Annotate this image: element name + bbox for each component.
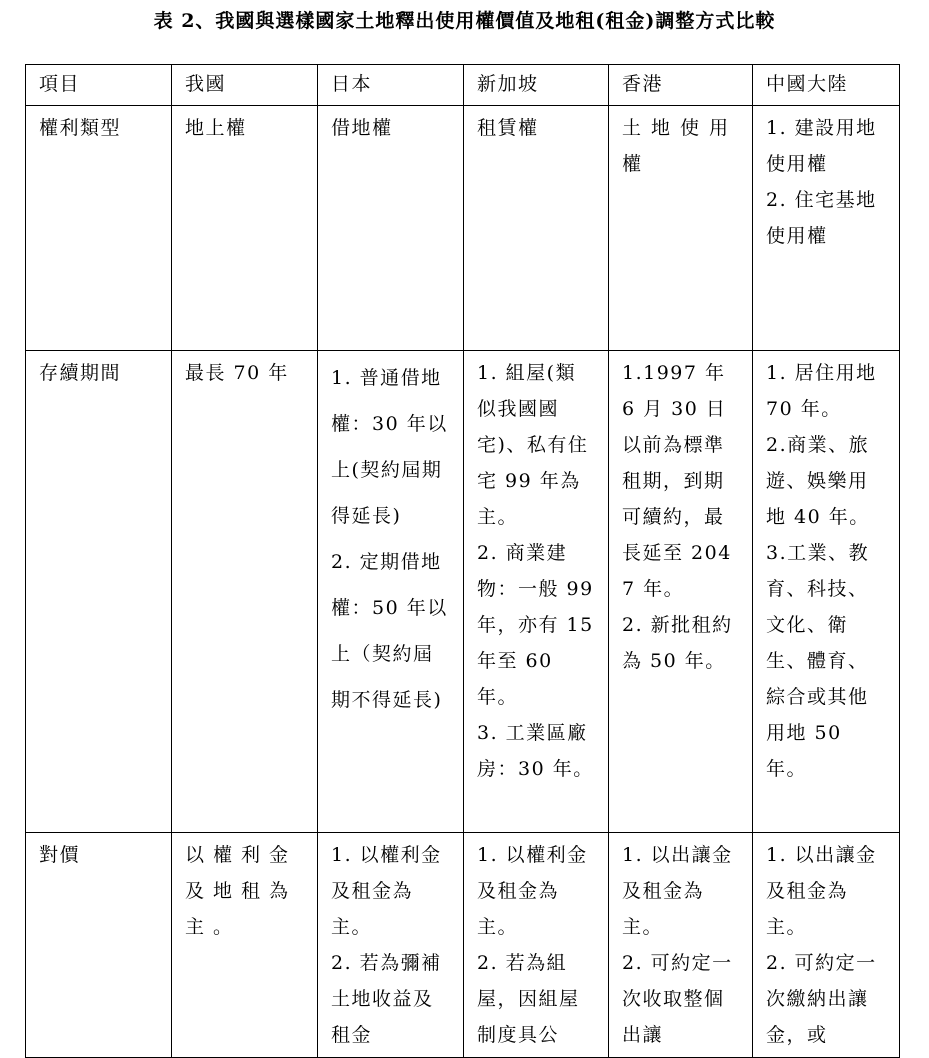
table-cell xyxy=(753,106,900,351)
table-cell xyxy=(609,106,753,351)
cell-text: 1.1997 年 6 月 30 日以前為標準租期，到期可續約，最長延至 2047 年。 xyxy=(622,362,732,600)
cell-text: 1. 普通借地權：30 年以上(契約屆期得延長) xyxy=(331,367,448,527)
cell-text: 2. 若為組屋，因組屋制度具公 xyxy=(477,952,580,1046)
header-taiwan: 我國 xyxy=(172,65,318,106)
cell-text: 1. 以權利金及租金為主。 xyxy=(477,844,588,938)
table-cell xyxy=(172,106,318,351)
cell-text: 以權利金及地租為主。 xyxy=(185,844,298,938)
table-cell xyxy=(318,351,464,833)
table-row-right-type xyxy=(26,106,900,351)
cell-text: 土地使用權 xyxy=(622,117,739,175)
cell-text: 借地權 xyxy=(331,117,393,139)
table-cell xyxy=(464,351,609,833)
cell-text: 3.工業、教育、科技、文化、衛生、體育、綜合或其他用地 50 年。 xyxy=(766,542,870,780)
table-cell xyxy=(609,351,753,833)
header-item: 項目 xyxy=(26,65,172,106)
cell-text: 租賃權 xyxy=(477,117,539,139)
table-cell xyxy=(172,351,318,833)
table-cell xyxy=(753,351,900,833)
cell-text: 3. 工業區廠房：30 年。 xyxy=(477,722,594,780)
table-cell xyxy=(318,106,464,351)
header-hong-kong: 香港 xyxy=(609,65,753,106)
cell-text: 2. 定期借地權：50 年以上（契約屆期不得延長) xyxy=(331,551,448,711)
cell-text: 1. 以出讓金及租金為主。 xyxy=(766,844,877,938)
table-header-row xyxy=(26,65,900,106)
header-japan: 日本 xyxy=(318,65,464,106)
cell-text: 2. 商業建物：一般 99 年，亦有 15 年至 60 年。 xyxy=(477,542,594,708)
table-row-duration xyxy=(26,351,900,833)
table-caption: 表 2、我國與選樣國家土地釋出使用權價值及地租(租金)調整方式比較 xyxy=(153,10,776,32)
cell-text: 最長 70 年 xyxy=(185,362,289,384)
cell-text: 1. 以出讓金及租金為主。 xyxy=(622,844,733,938)
row-label: 存續期間 xyxy=(26,351,172,833)
cell-text: 2. 新批租約為 50 年。 xyxy=(622,614,733,672)
comparison-table xyxy=(25,64,900,1058)
table-cell xyxy=(464,106,609,351)
cell-text: 2.商業、旅遊、娛樂用地 40 年。 xyxy=(766,434,870,528)
cell-text: 1. 建設用地使用權 xyxy=(766,117,877,175)
cell-text: 地上權 xyxy=(185,117,247,139)
cell-text: 2. 若為彌補土地收益及租金 xyxy=(331,952,442,1046)
cell-text: 2. 可約定一次繳納出讓金，或 xyxy=(766,952,877,1046)
cell-text: 1. 以權利金及租金為主。 xyxy=(331,844,442,938)
row-label: 對價 xyxy=(26,833,172,1058)
cell-text: 2. 住宅基地使用權 xyxy=(766,189,877,247)
header-singapore: 新加坡 xyxy=(464,65,609,106)
cell-text: 2. 可約定一次收取整個出讓 xyxy=(622,952,733,1046)
cell-text: 1. 組屋(類似我國國宅)、私有住宅 99 年為主。 xyxy=(477,362,589,528)
row-label: 權利類型 xyxy=(26,106,172,351)
cell-text: 1. 居住用地 70 年。 xyxy=(766,362,877,420)
header-mainland-china: 中國大陸 xyxy=(753,65,900,106)
